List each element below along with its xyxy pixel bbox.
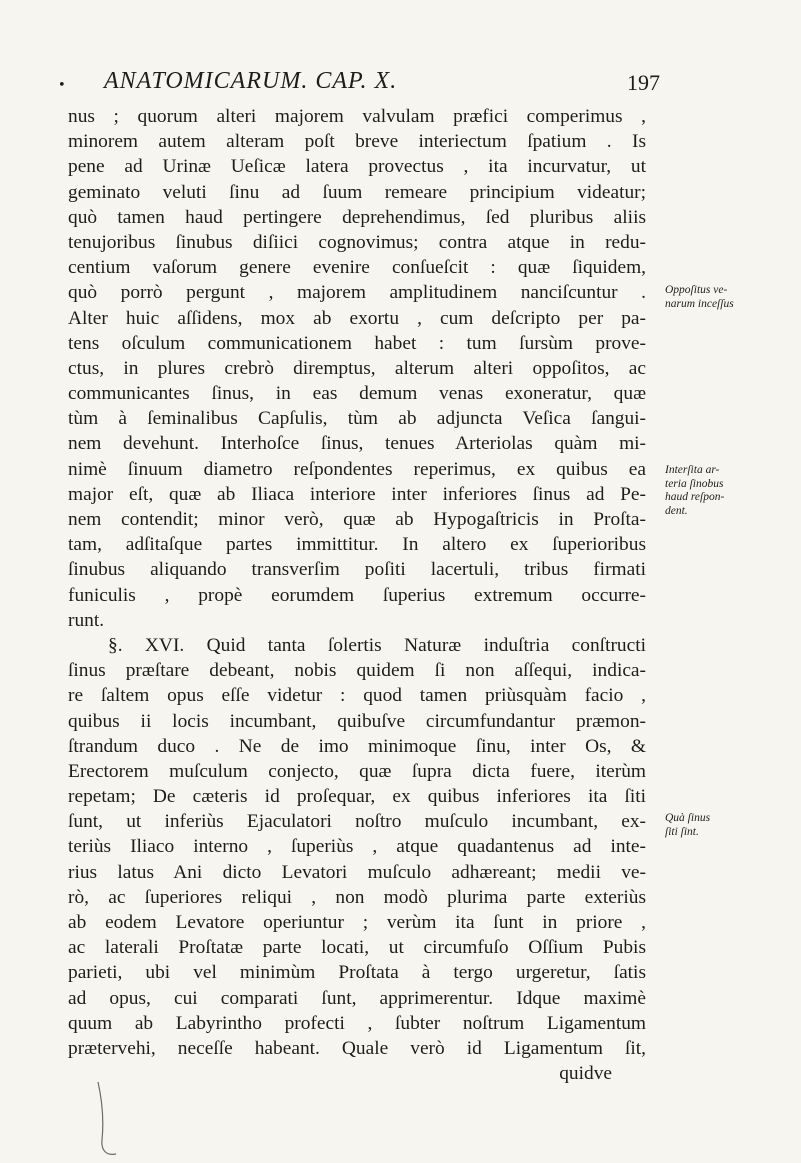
text-line: re ſaltem opus eſſe videtur : quod tamen priùsquàm facio , (68, 685, 646, 707)
text-line: ab eodem Levatore operiuntur ; verùm ita ſunt in priore , (68, 912, 646, 933)
text-line: tens oſculum communicationem habet : tum ſursùm prove- (68, 332, 646, 354)
margin-note (665, 464, 745, 518)
margin-note-line: Interſita ar- (665, 464, 720, 476)
text-line: rò, ac ſuperiores reliqui , non modò plurima parte exteriùs (68, 886, 646, 908)
text-line: Erectorem muſculum conjecto, quæ ſupra dicta fuere, iterùm (68, 760, 646, 782)
text-line: prætervehi, neceſſe habeant. Quale verò id Ligamentum ſit, (68, 1037, 646, 1059)
text-line: repetam; De cæteris id proſequar, ex quibus inferiores ita ſiti (68, 786, 646, 808)
text-line: funiculis , propè eorumdem ſuperius extremum occurre- (68, 584, 646, 606)
text-line: Alter huic aſſidens, mox ab exortu , cum deſcripto per pa- (68, 307, 646, 329)
margin-note-line: narum inceſſus (665, 297, 734, 310)
text-line: parieti, ubi vel minimùm Proſtata à tergo urgeretur, ſatis (68, 962, 646, 984)
margin-note-line: teria ſinobus (665, 477, 724, 490)
text-line: ſunt, ut inferiùs Ejaculatori noſtro muſculo incumbant, ex- (68, 811, 646, 833)
pen-stroke-mark (90, 1080, 130, 1160)
text-line: nimè ſinuum diametro reſpondentes reperimus, ex quibus ea (68, 458, 646, 480)
text-line: nem devehunt. Interhoſce ſinus, tenues Arteriolas quàm mi- (68, 433, 646, 455)
text-line: rius latus Ani dicto Levatori muſculo adhæreant; medii ve- (68, 861, 646, 883)
catchword: quidve (559, 1063, 612, 1085)
margin-note-line: Oppoſitus ve- (665, 284, 728, 296)
text-line: quibus ii locis incumbant, quibuſve circumfundantur præmon- (68, 710, 646, 732)
text-line: ſinubus aliquando transverſim poſiti lacertuli, tribus firmati (68, 559, 646, 581)
bullet-mark: • (58, 78, 66, 93)
body-text (68, 104, 646, 1086)
text-line: minorem autem alteram poſt breve interiectum ſpatium . Is (68, 131, 646, 153)
text-line: quum ab Labyrintho profecti , ſubter noſtrum Ligamentum (68, 1012, 646, 1034)
page-header (58, 68, 660, 102)
text-line: ac laterali Proſtatæ parte locati, ut circumfuſo Oſſium Pubis (68, 937, 646, 959)
text-line: nem contendit; minor verò, quæ ab Hypogaſtricis in Proſta- (68, 509, 646, 530)
margin-note (665, 284, 745, 311)
margin-note-line: ſiti ſint. (665, 825, 699, 838)
text-line: major eſt, quæ ab Iliaca interiore inter inferiores ſinus ad Pe- (68, 483, 646, 505)
text-line: geminato veluti ſinu ad ſuum remeare principium videatur; (68, 181, 646, 203)
section-start-line: §. XVI. Quid tanta ſolertis Naturæ induſtria conſtructi (108, 634, 646, 656)
text-line: quò tamen haud pertingere deprehendimus, ſed pluribus aliis (68, 206, 646, 228)
text-line: tùm à ſeminalibus Capſulis, tùm ab adjuncta Veſica ſangui- (68, 408, 646, 430)
margin-note-line: dent. (665, 504, 688, 517)
text-line: tenujoribus ſinubus diſiici cognovimus; contra atque in redu- (68, 231, 646, 253)
text-line: ctus, in plures crebrò diremptus, alterum alteri oppoſitos, ac (68, 357, 646, 379)
margin-note (665, 812, 745, 839)
text-line: pene ad Urinæ Ueſicæ latera provectus , ita incurvatur, ut (68, 156, 646, 178)
text-line: ad opus, cui comparati ſunt, apprimerentur. Idque maximè (68, 987, 646, 1009)
margin-note-line: haud reſpon- (665, 491, 725, 503)
text-line: ſtrandum duco . Ne de imo minimoque ſinu, inter Os, & (68, 735, 646, 757)
text-line: nus ; quorum alteri majorem valvulam præfici comperimus , (68, 106, 646, 127)
text-line: tam, adſitaſque partes immittitur. In altero ex ſuperioribus (68, 534, 646, 556)
running-title: ANATOMICARUM. CAP. X. (104, 68, 398, 94)
page-number: 197 (627, 70, 660, 95)
text-line: communicantes ſinus, in eas demum venas exoneratur, quæ (68, 383, 646, 405)
margin-note-line: Quà ſinus (665, 812, 711, 824)
text-line: quò porrò pergunt , majorem amplitudinem nanciſcuntur . (68, 282, 646, 304)
text-line: centium vaſorum genere evenire conſueſcit : quæ ſiquidem, (68, 257, 646, 279)
text-line: ſinus præſtare debeant, nobis quidem ſi non aſſequi, indica- (68, 660, 646, 682)
text-line: runt. (68, 609, 105, 631)
text-line: teriùs Iliaco interno , ſuperiùs , atque quadantenus ad inte- (68, 836, 646, 858)
